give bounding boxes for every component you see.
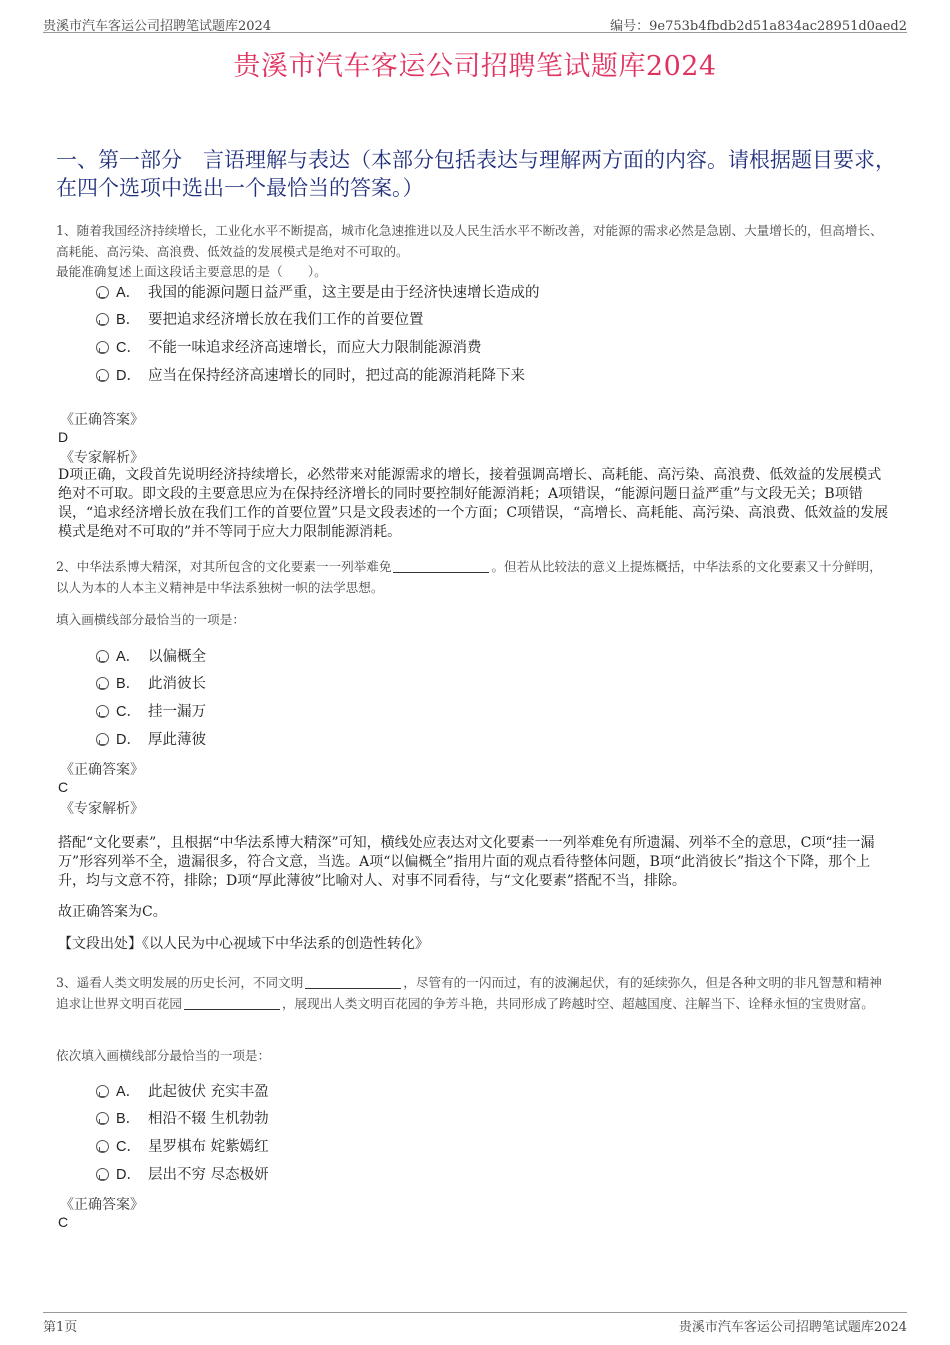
header-title: 贵溪市汽车客运公司招聘笔试题库2024	[43, 19, 272, 34]
q1-analysis-label: 《专家解析》	[60, 450, 144, 466]
fill-blank	[393, 561, 489, 573]
radio-icon[interactable]	[96, 733, 109, 746]
q1-analysis: D项正确，文段首先说明经济持续增长，必然带来对能源需求的增长，接着强调高增长、高耗能、高污染、高浪费、低效益的发展模式绝对不可取。即文段的主要意思应为在保持经济增长的同时要控制好能源消耗；A项错误，“能源问题日益严重”与文段无关；B项错误，“追求经济增长放在我们工作的首要位置”只是文段表述的一个方面；C项错误，“高增长、高耗能、高污染、高浪费、低效益的发展模式是绝对不可取的”并不等同于应大力限制能源消耗。	[58, 467, 889, 540]
q3-option-a[interactable]: A． 此起彼伏 充实丰盈	[96, 1081, 269, 1103]
q3-answer: C	[58, 1214, 69, 1230]
question-1-stem: 1、随着我国经济持续增长，工业化水平不断提高，城市化急速推进以及人民生活水平不断改善，对能源的需求必然是急剧、大量增长的，但高增长、高耗能、高污染、高浪费、低效益的发展模式是绝对不可取的。	[56, 223, 883, 259]
q1-option-b[interactable]: B． 要把追求经济增长放在我们工作的首要位置	[96, 309, 424, 331]
radio-icon[interactable]	[96, 677, 109, 690]
page-header	[43, 13, 907, 33]
q2-analysis-label: 《专家解析》	[60, 801, 144, 817]
q2-option-c[interactable]: C． 挂一漏万	[96, 701, 206, 723]
q2-analysis: 搭配“文化要素”，且根据“中华法系博大精深”可知，横线处应表达对文化要素一一列举难免有所遗漏、列举不全的意思，C项“挂一漏万”形容列举不全，遗漏很多，符合文意，当选。A项“以偏概全”指用片面的观点看待整体问题，B项“此消彼长”指这个下降，那个上升，均与文意不符，排除；D项“厚此薄彼”比喻对人、对事不同看待，与“文化要素”搭配不当，排除。	[58, 835, 875, 889]
q1-option-c[interactable]: C． 不能一味追求经济高速增长，而应大力限制能源消费	[96, 337, 482, 359]
question-3-stem: 3、遥看人类文明发展的历史长河，不同文明 ，尽管有的一闪而过，有的波澜起伏，有的延续弥久，但是各种文明的非凡智慧和精神追求让世界文明百花园 ，展现出人类文明百花园的争芳斗艳，共同形成了跨越时空、超越国度、注解当下、诠释永恒的宝贵财富。	[56, 975, 882, 1011]
q2-answer: C	[58, 779, 69, 795]
question-1-prompt: 最能准确复述上面这段话主要意思的是（ ）。	[56, 264, 327, 279]
q2-option-d[interactable]: D． 厚此薄彼	[96, 729, 206, 751]
radio-icon[interactable]	[96, 650, 109, 663]
page-footer	[43, 1312, 907, 1334]
q3-option-d[interactable]: D． 层出不穷 尽态极妍	[96, 1164, 269, 1186]
page-number: 第1页	[43, 1320, 78, 1335]
radio-icon[interactable]	[96, 313, 109, 326]
q3-option-b[interactable]: B． 相沿不辍 生机勃勃	[96, 1108, 269, 1130]
radio-icon[interactable]	[96, 1168, 109, 1181]
radio-icon[interactable]	[96, 1112, 109, 1125]
q2-option-a[interactable]: A． 以偏概全	[96, 646, 206, 668]
radio-icon[interactable]	[96, 705, 109, 718]
footer-title: 贵溪市汽车客运公司招聘笔试题库2024	[678, 1320, 907, 1335]
question-2-stem: 2、中华法系博大精深，对其所包含的文化要素一一列举难免 。但若从比较法的意义上提炼概括，中华法系的文化要素又十分鲜明，以人为本的人本主义精神是中华法系独树一帜的法学思想。	[56, 559, 882, 595]
section-heading: 一、第一部分 言语理解与表达（本部分包括表达与理解两方面的内容。请根据题目要求，在四个选项中选出一个最恰当的答案。）	[56, 148, 896, 200]
radio-icon[interactable]	[96, 1085, 109, 1098]
radio-icon[interactable]	[96, 286, 109, 299]
page-title: 贵溪市汽车客运公司招聘笔试题库2024	[233, 51, 717, 82]
fill-blank	[305, 977, 401, 989]
q2-source: 【文段出处】《以人民为中心视域下中华法系的创造性转化》	[58, 936, 429, 952]
question-3-prompt: 依次填入画横线部分最恰当的一项是：	[56, 1048, 271, 1063]
q3-option-c[interactable]: C． 星罗棋布 姹紫嫣红	[96, 1136, 269, 1158]
fill-blank	[184, 998, 280, 1010]
q3-answer-label: 《正确答案》	[60, 1197, 144, 1213]
header-serial: 编号：9e753b4fbdb2d51a834ac28951d0aed2	[610, 19, 907, 34]
q1-answer: D	[58, 429, 69, 445]
q1-option-d[interactable]: D． 应当在保持经济高速增长的同时，把过高的能源消耗降下来	[96, 365, 525, 387]
q2-option-b[interactable]: B． 此消彼长	[96, 673, 206, 695]
q1-answer-label: 《正确答案》	[60, 412, 144, 428]
radio-icon[interactable]	[96, 1140, 109, 1153]
radio-icon[interactable]	[96, 369, 109, 382]
question-2-prompt: 填入画横线部分最恰当的一项是：	[56, 612, 245, 627]
q2-answer-label: 《正确答案》	[60, 762, 144, 778]
radio-icon[interactable]	[96, 341, 109, 354]
q1-option-a[interactable]: A． 我国的能源问题日益严重，这主要是由于经济快速增长造成的	[96, 282, 540, 304]
q2-conclusion: 故正确答案为C。	[58, 904, 167, 920]
